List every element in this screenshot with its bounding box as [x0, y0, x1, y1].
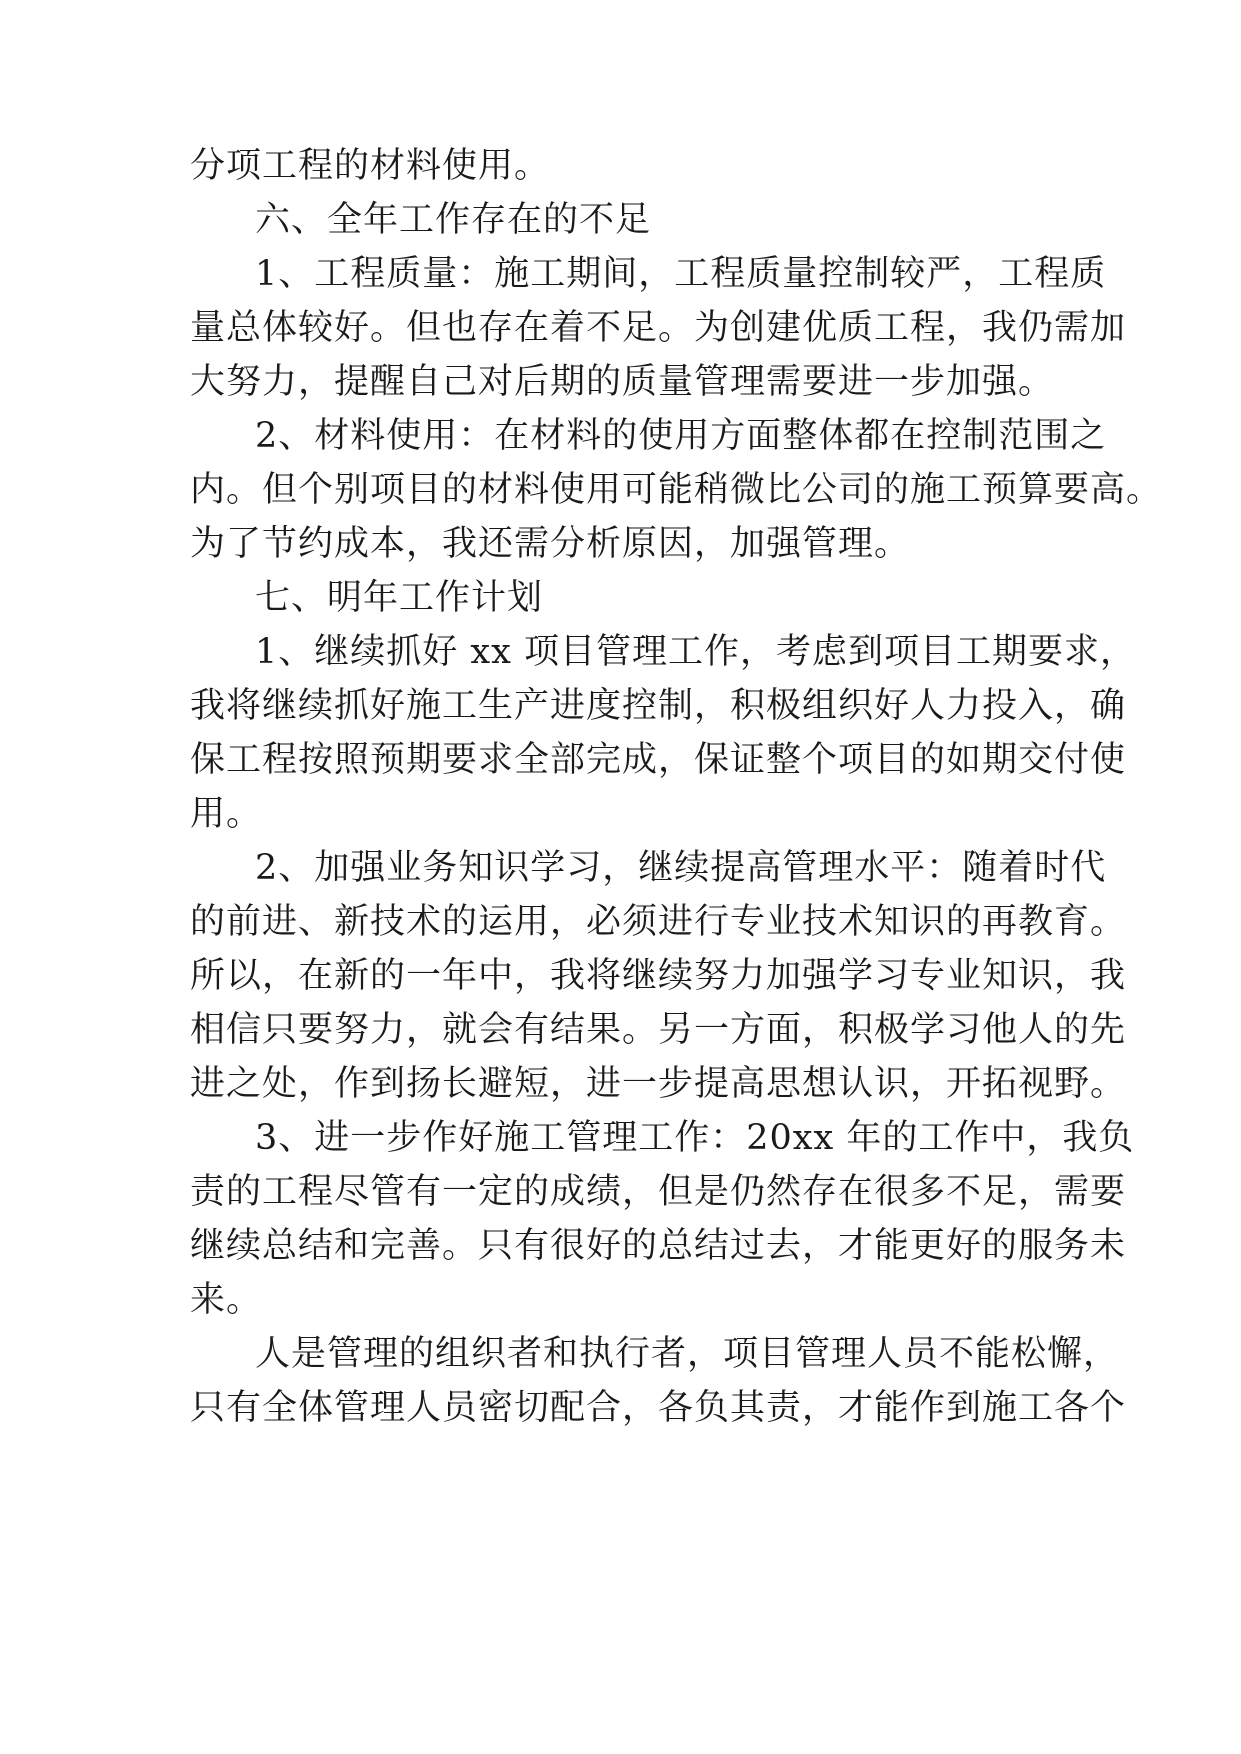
text-line: 继续总结和完善。只有很好的总结过去，才能更好的服务未 [190, 1226, 1127, 1266]
section-heading: 七、明年工作计划 [255, 578, 544, 618]
text-line: 责的工程尽管有一定的成绩，但是仍然存在很多不足，需要 [190, 1172, 1127, 1212]
text-line: 2、加强业务知识学习，继续提高管理水平：随着时代 [255, 848, 1107, 888]
section-heading: 六、全年工作存在的不足 [255, 200, 652, 240]
text-line: 相信只要努力，就会有结果。另一方面，积极学习他人的先 [190, 1010, 1127, 1050]
text-line: 大努力，提醒自己对后期的质量管理需要进一步加强。 [190, 362, 1055, 402]
text-line: 保工程按照预期要求全部完成，保证整个项目的如期交付使 [190, 740, 1127, 780]
text-line: 2、材料使用：在材料的使用方面整体都在控制范围之 [255, 416, 1107, 456]
text-line: 的前进、新技术的运用，必须进行专业技术知识的再教育。 [190, 902, 1127, 942]
text-line: 用。 [190, 794, 263, 834]
text-line: 为了节约成本，我还需分析原因，加强管理。 [190, 524, 911, 564]
text-line: 1、工程质量：施工期间，工程质量控制较严，工程质 [255, 254, 1107, 294]
text-line: 所以，在新的一年中，我将继续努力加强学习专业知识，我 [190, 956, 1127, 996]
text-line: 来。 [190, 1280, 263, 1320]
text-line: 只有全体管理人员密切配合，各负其责，才能作到施工各个 [190, 1388, 1127, 1428]
text-line: 分项工程的材料使用。 [190, 146, 551, 186]
text-line: 3、进一步作好施工管理工作：20xx 年的工作中，我负 [255, 1118, 1135, 1158]
text-line: 人是管理的组织者和执行者，项目管理人员不能松懈， [255, 1334, 1120, 1374]
text-line: 进之处，作到扬长避短，进一步提高思想认识，开拓视野。 [190, 1064, 1127, 1104]
text-line: 内。但个别项目的材料使用可能稍微比公司的施工预算要高。 [190, 470, 1163, 510]
text-line: 1、继续抓好 xx 项目管理工作，考虑到项目工期要求， [255, 632, 1136, 672]
text-line: 量总体较好。但也存在着不足。为创建优质工程，我仍需加 [190, 308, 1127, 348]
text-line: 我将继续抓好施工生产进度控制，积极组织好人力投入，确 [190, 686, 1127, 726]
